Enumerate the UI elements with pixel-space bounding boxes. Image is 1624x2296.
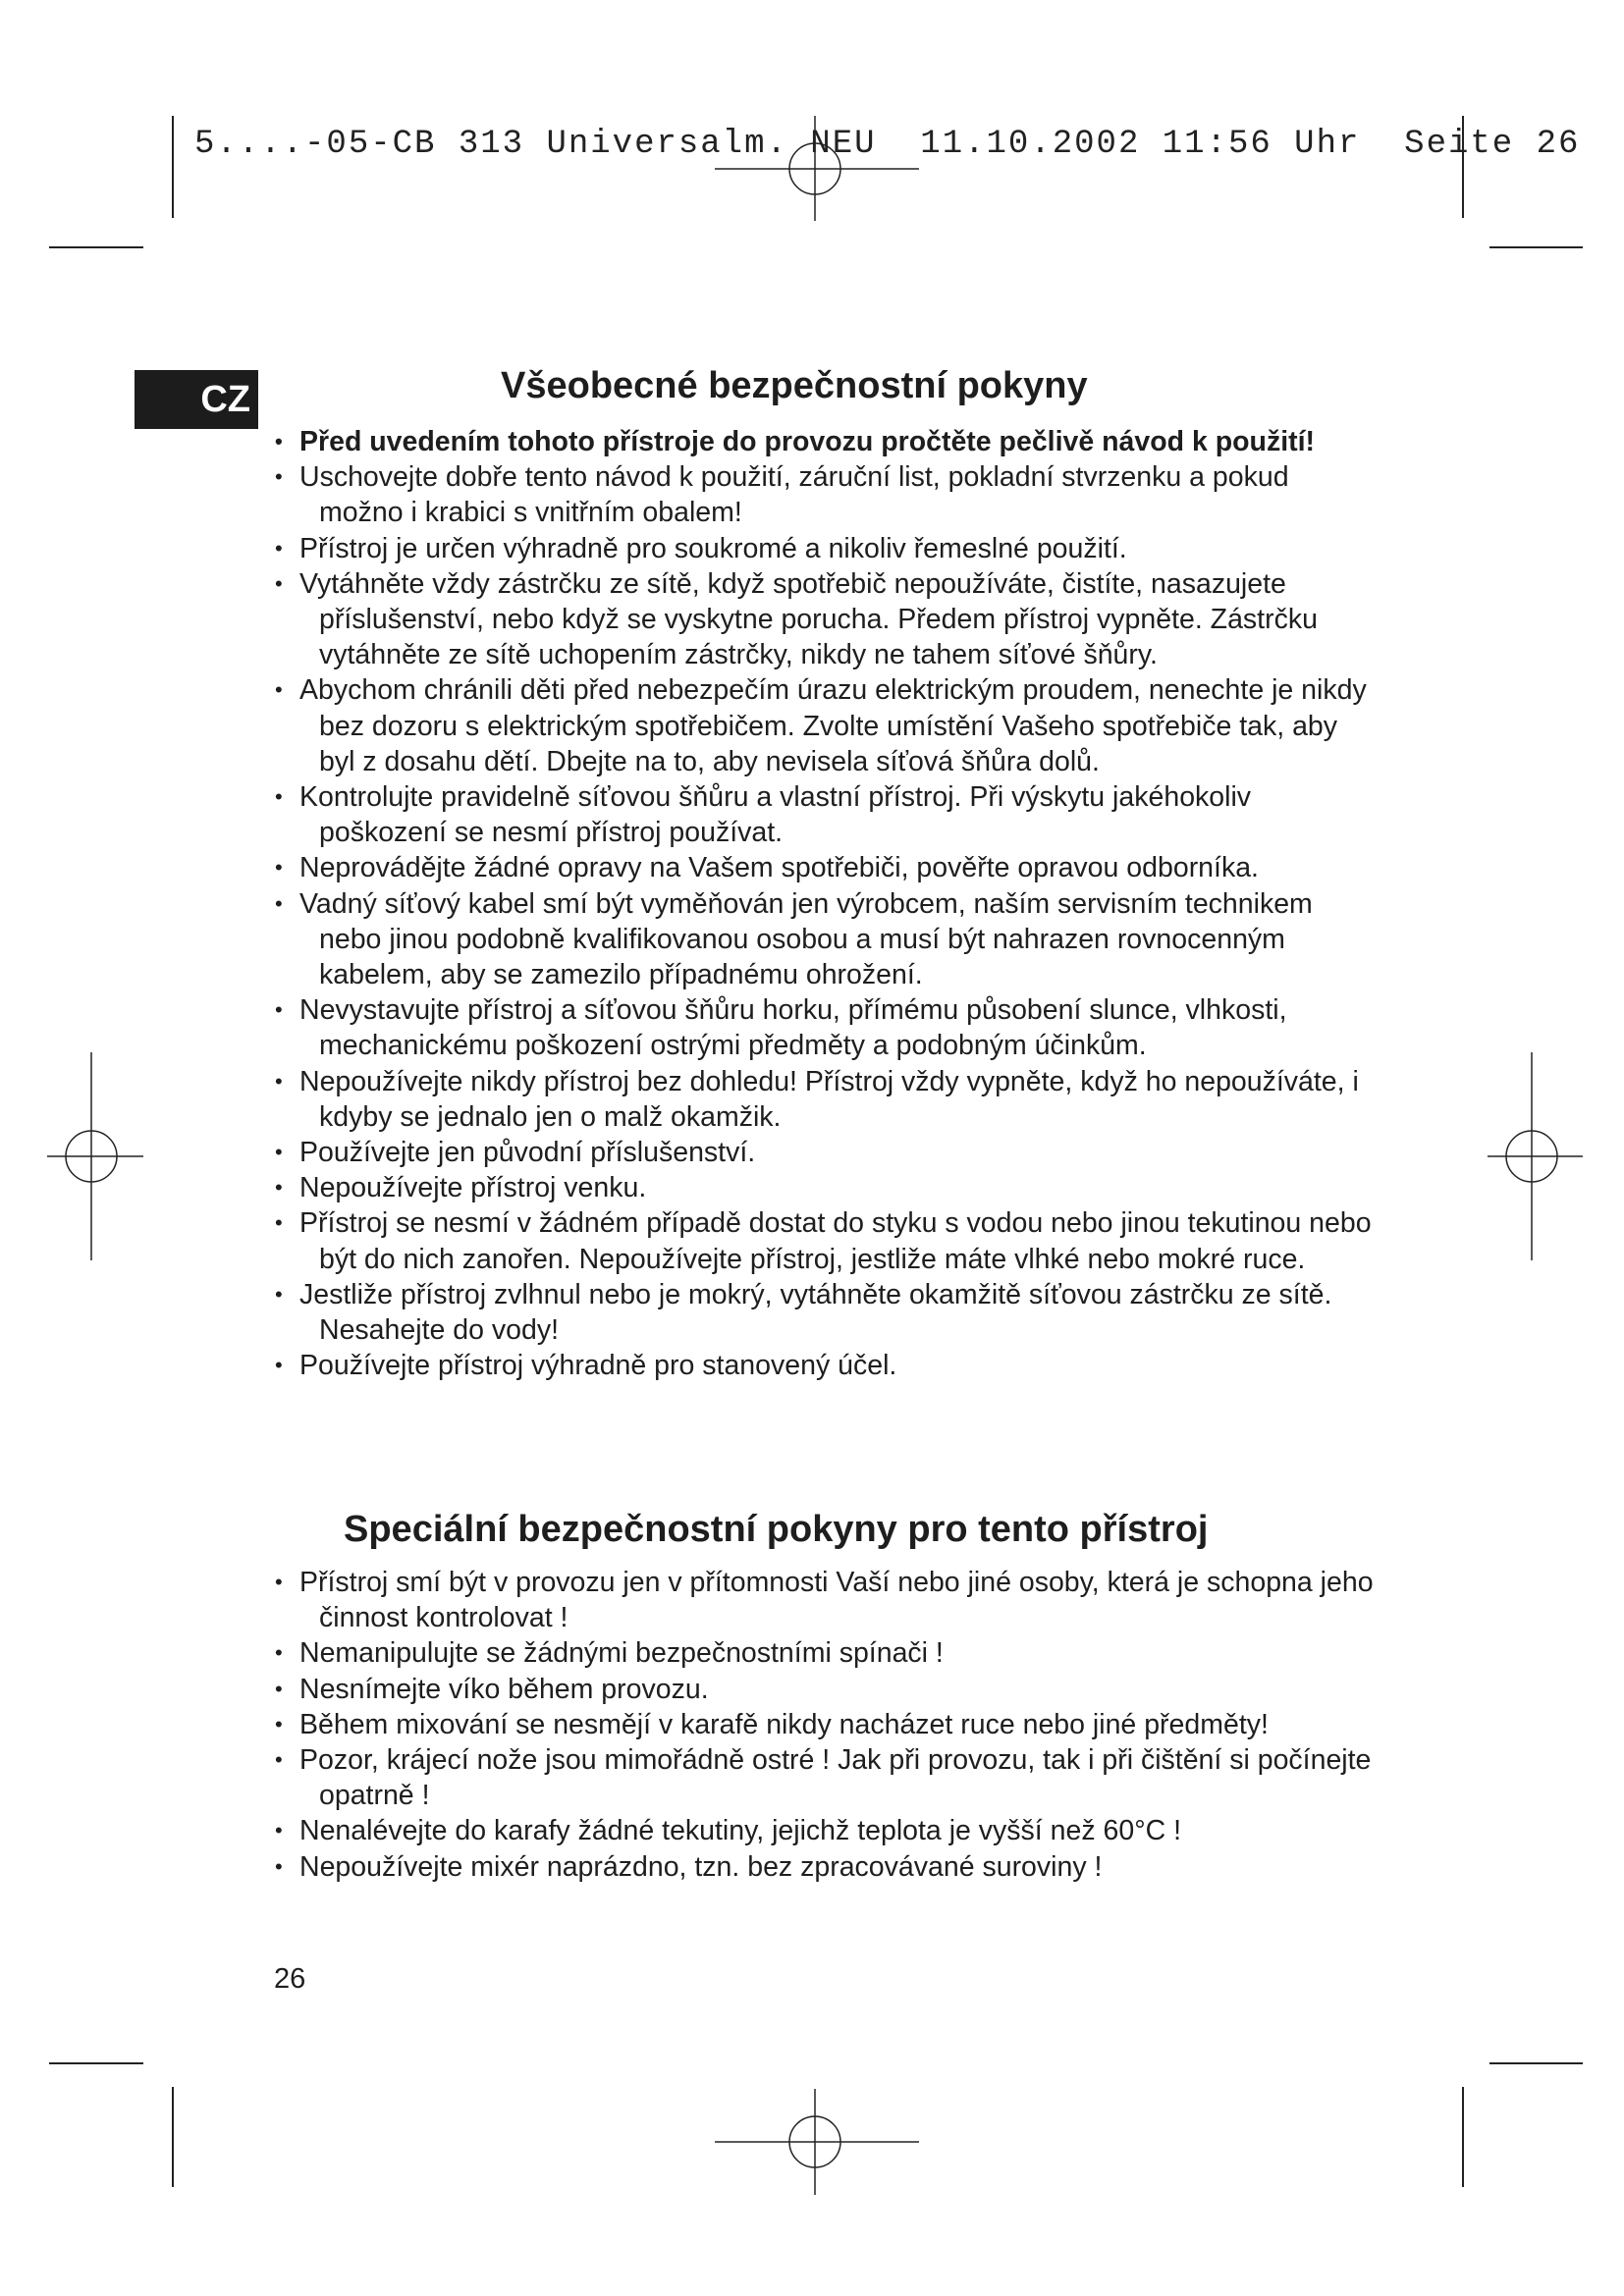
special-safety-list bbox=[275, 1565, 1375, 1885]
registration-mark-right bbox=[1488, 1052, 1583, 1260]
section-title-general-safety: Všeobecné bezpečnostní pokyny bbox=[501, 365, 1088, 406]
registration-mark-left bbox=[47, 1052, 143, 1260]
list-item: • Používejte jen původní příslušenství. bbox=[275, 1135, 1375, 1170]
list-item: • Vytáhněte vždy zástrčku ze sítě, když spotřebič nepoužíváte, čistíte, nasazujete příslušenství, nebo když se vyskytne porucha. Předem přístroj vypněte. Zástrčku vytáhněte ze sítě uchopením zástrčky, nikdy ne tahem síťové šňůry. bbox=[275, 566, 1375, 673]
list-item: • Nevystavujte přístroj a síťovou šňůru horku, přímému působení slunce, vlhkosti, mechanickému poškození ostrými předměty a podobným účinkům. bbox=[275, 992, 1375, 1063]
list-item: • Kontrolujte pravidelně síťovou šňůru a vlastní přístroj. Při výskytu jakéhokoliv poškození se nesmí přístroj používat. bbox=[275, 779, 1375, 850]
list-item: • Jestliže přístroj zvlhnul nebo je mokrý, vytáhněte okamžitě síťovou zástrčku ze sítě. Nesahejte do vody! bbox=[275, 1277, 1375, 1348]
list-item: • Nepoužívejte přístroj venku. bbox=[275, 1170, 1375, 1205]
list-item: • Nemanipulujte se žádnými bezpečnostními spínači ! bbox=[275, 1635, 1375, 1671]
registration-mark-bottom bbox=[715, 2089, 919, 2195]
section-title-special-safety: Speciální bezpečnostní pokyny pro tento přístroj bbox=[344, 1509, 1209, 1550]
list-item: • Před uvedením tohoto přístroje do provozu pročtěte pečlivě návod k použití! bbox=[275, 424, 1375, 459]
list-item: • Uschovejte dobře tento návod k použití, záruční list, pokladní stvrzenku a pokud možno i krabici s vnitřním obalem! bbox=[275, 459, 1375, 530]
list-item: • Přístroj smí být v provozu jen v přítomnosti Vaší nebo jiné osoby, která je schopna jeho činnost kontrolovat ! bbox=[275, 1565, 1375, 1635]
list-item: • Nepoužívejte mixér naprázdno, tzn. bez zpracovávané suroviny ! bbox=[275, 1849, 1375, 1885]
list-item: • Abychom chránili děti před nebezpečím úrazu elektrickým proudem, nenechte je nikdy bez dozoru s elektrickým spotřebičem. Zvolte umístění Vašeho spotřebiče tak, aby byl z dosahu dětí. Dbejte na to, aby nevisela síťová šňůra dolů. bbox=[275, 672, 1375, 779]
list-item: • Nesnímejte víko během provozu. bbox=[275, 1672, 1375, 1707]
list-item: • Přístroj je určen výhradně pro soukromé a nikoliv řemeslné použití. bbox=[275, 531, 1375, 566]
list-item: • Během mixování se nesmějí v karafě nikdy nacházet ruce nebo jiné předměty! bbox=[275, 1707, 1375, 1742]
list-item: • Používejte přístroj výhradně pro stanovený účel. bbox=[275, 1348, 1375, 1383]
general-safety-list bbox=[275, 424, 1375, 1383]
print-slug-header: 5....-05-CB 313 Universalm. NEU 11.10.2002 11:56 Uhr Seite 26 bbox=[194, 126, 1581, 163]
list-item: • Nepoužívejte nikdy přístroj bez dohledu! Přístroj vždy vypněte, když ho nepoužíváte, i kdyby se jednalo jen o malž okamžik. bbox=[275, 1064, 1375, 1135]
list-item: • Neprovádějte žádné opravy na Vašem spotřebiči, pověřte opravou odborníka. bbox=[275, 850, 1375, 885]
list-item: • Nenalévejte do karafy žádné tekutiny, jejichž teplota je vyšší než 60°C ! bbox=[275, 1813, 1375, 1848]
list-item: • Přístroj se nesmí v žádném případě dostat do styku s vodou nebo jinou tekutinou nebo být do nich zanořen. Nepoužívejte přístroj, jestliže máte vlhké nebo mokré ruce. bbox=[275, 1205, 1375, 1276]
list-item: • Pozor, krájecí nože jsou mimořádně ostré ! Jak při provozu, tak i při čištění si počínejte opatrně ! bbox=[275, 1742, 1375, 1813]
page-number: 26 bbox=[274, 1963, 306, 1995]
language-tab: CZ bbox=[135, 370, 258, 429]
list-item: • Vadný síťový kabel smí být vyměňován jen výrobcem, naším servisním technikem nebo jinou podobně kvalifikovanou osobou a musí být nahrazen rovnocenným kabelem, aby se zamezilo případnému ohrožení. bbox=[275, 886, 1375, 993]
